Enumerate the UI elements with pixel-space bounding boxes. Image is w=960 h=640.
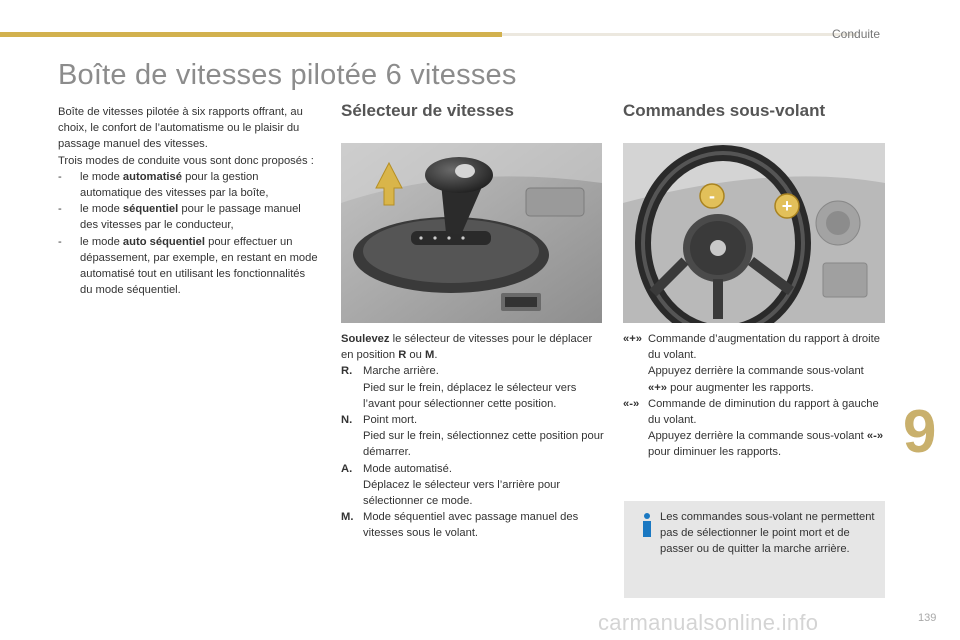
plus-paddle-label: + (781, 196, 793, 216)
steering-wheel-illustration (623, 143, 885, 323)
list-item: «+» Commande d’augmentation du rapport à droite du volant. (623, 333, 880, 362)
list-item: «-» Commande de diminution du rapport à gauche du volant. (623, 397, 879, 427)
action-marker (341, 477, 363, 509)
action-marker (341, 428, 363, 460)
list-item: Appuyez derrière la commande sous-volant «+» pour augmenter les rapports. (623, 363, 885, 395)
list-item: - le mode automatisé pour la gestion automatique des vitesses par la boîte, (58, 169, 320, 201)
steering-column (623, 331, 885, 461)
gear-selector-figure (341, 143, 602, 323)
page-title: Boîte de vitesses pilotée 6 vitesses (58, 59, 517, 91)
list-item: Appuyez derrière la commande sous-volant «-» pour diminuer les rapports. (623, 428, 885, 460)
list-item: R. Marche arrière. (341, 365, 439, 378)
minus-paddle-label: - (709, 186, 715, 206)
chapter-number: 9 (903, 398, 937, 465)
steering-heading: Commandes sous-volant (623, 101, 826, 120)
list-item: Déplacez le sélecteur vers l’arrière pour sélectionner ce mode. (341, 477, 606, 509)
bullet-marker: - (58, 203, 62, 216)
mode-name: séquentiel (122, 203, 179, 216)
steering-wheel-figure (623, 143, 885, 323)
bullet-marker: - (58, 235, 62, 248)
list-item: N. Point mort. (341, 414, 418, 427)
bullet-marker: - (58, 170, 62, 183)
gear-selector-illustration (341, 143, 602, 323)
mode-name: auto séquentiel (122, 235, 205, 248)
list-item: A. Mode automatisé. (341, 462, 452, 475)
header-rule (502, 33, 857, 36)
action-marker (623, 363, 648, 395)
list-item: M. Mode séquentiel avec passage manuel des vitesses sous le volant. (341, 511, 579, 540)
watermark: carmanualsonline.info (598, 610, 819, 635)
selector-lead: Soulevez le sélecteur de vitesses pour le déplacer en position R ou M. (341, 333, 593, 362)
header-accent-bar (0, 32, 502, 37)
modes-intro: Trois modes de conduite vous sont donc proposés : (58, 154, 314, 167)
page-number: 139 (918, 612, 937, 624)
selector-column (341, 331, 606, 542)
section-title: Conduite (832, 27, 881, 41)
list-item: - le mode auto séquentiel pour effectuer un dépassement, par exemple, en restant en mode automatisé tout en utilisant les fonctionnalités du mode séquentiel. (58, 234, 320, 299)
intro-column (58, 104, 320, 298)
list-item: Pied sur le frein, sélectionnez cette position pour démarrer. (341, 428, 606, 460)
action-marker (341, 380, 363, 412)
selector-heading: Sélecteur de vitesses (341, 101, 514, 120)
list-item: Pied sur le frein, déplacez le sélecteur vers l’avant pour sélectionner cette position. (341, 380, 606, 412)
list-item: - le mode séquentiel pour le passage manuel des vitesses par le conducteur, (58, 201, 320, 233)
action-marker (623, 428, 648, 460)
intro-paragraph: Boîte de vitesses pilotée à six rapports offrant, au choix, le confort de l’automatisme ou le plaisir du passage manuel des vitesses. (58, 106, 303, 151)
info-icon (638, 512, 656, 538)
info-note-text: Les commandes sous-volant ne permettent pas de sélectionner le point mort et de passer ou de quitter la marche arrière. (660, 511, 875, 556)
info-note (624, 501, 885, 598)
mode-name: automatisé (122, 170, 182, 183)
